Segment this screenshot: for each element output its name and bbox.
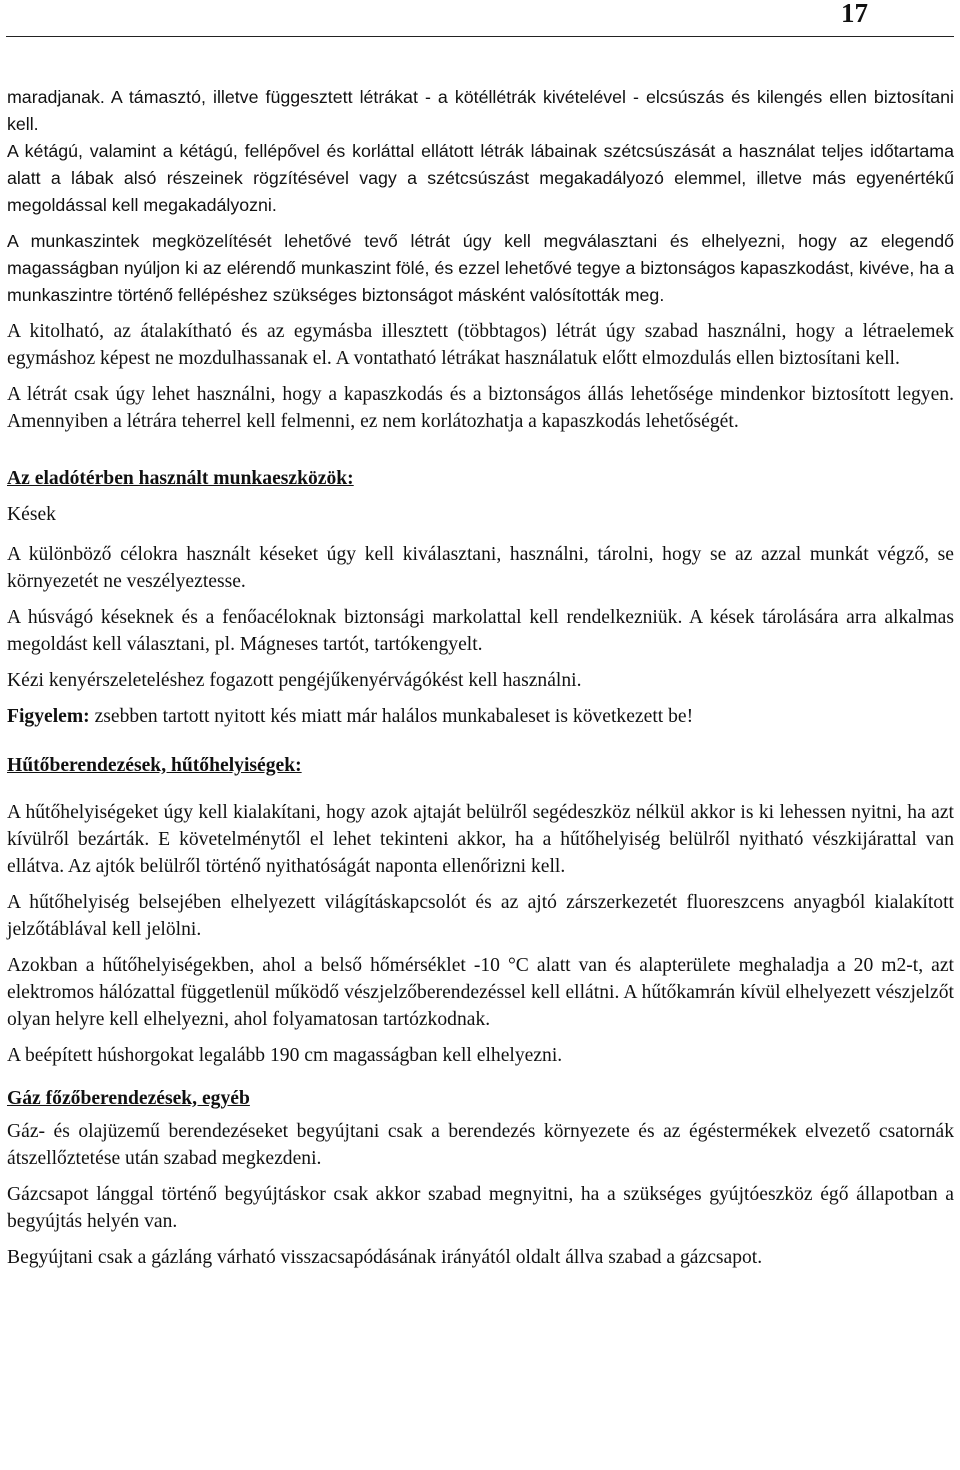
paragraph-knife-handles: A húsvágó késeknek és a fenőacéloknak biztonsági markolattal kell rendelkezniük. A kések tárolására arra alkalmas megoldást kell választani, pl. Mágneses tartót, tartókengyelt.	[7, 607, 954, 655]
paragraph-double-ladder: A kétágú, valamint a kétágú, fellépővel és korláttal ellátott létrák lábainak szétcsúszását a használat teljes időtartama alatt a lábak alsó részeinek rögzítésével vagy a szétcsúszást megakadályozó elemmel, illetve más egyenértékű megoldással kell megakadályozni.	[7, 141, 954, 215]
paragraph-gas-valve: Gázcsapot lánggal történő begyújtáskor csak akkor szabad megnyitni, ha a szükséges gyújtóeszköz égő állapotban a begyújtás helyén van.	[7, 1184, 954, 1232]
document-body	[7, 84, 954, 1271]
warning-label: Figyelem:	[7, 706, 90, 727]
page-number: 17	[841, 0, 868, 28]
header-divider	[6, 36, 954, 37]
paragraph-ladder-usage: A létrát csak úgy lehet használni, hogy a kapaszkodás és a biztonságos állás lehetősége mindenkor biztosított legyen. Amennyiben a létrára teherrel kell felmenni, ez nem korlátozhatja a kapaszkodás lehetőségét.	[7, 384, 954, 432]
paragraph-meat-hooks: A beépített húshorgokat legalább 190 cm magasságban kell elhelyezni.	[7, 1045, 563, 1066]
heading-cooling-equipment: Hűtőberendezések, hűtőhelyiségek:	[7, 755, 302, 776]
paragraph-extendable-ladder: A kitolható, az átalakítható és az egymásba illesztett (többtagos) létrát úgy szabad használni, hogy a létraelemek egymáshoz képest ne mozdulhassanak el. A vontatható létrákat használatuk előtt elmozdulás ellen biztosítani kell.	[7, 321, 954, 369]
paragraph-cold-room-doors: A hűtőhelyiségeket úgy kell kialakítani, hogy azok ajtaját belülről segédeszköz nélkül akkor is ki lehessen nyitni, ha azt kívülről bezárták. E követelménytől el lehet tekinteni akkor, ha a hűtőhelyiség belülről nyitható vészkijárattal van ellátva. Az ajtók belülről történő nyithatóságát naponta ellenőrizni kell.	[7, 802, 954, 877]
subheading-knives: Kések	[7, 504, 56, 525]
paragraph-warning	[7, 703, 954, 730]
paragraph-alarm-system: Azokban a hűtőhelyiségekben, ahol a belső hőmérséklet -10 °C alatt van és alapterülete meghaladja a 20 m2-t, azt elektromos hálózattal függetlenül működő vészjelzőberendezéssel kell ellátni. A hűtőkamrán kívül elhelyezett vészjelzőt olyan helyre kell elhelyezni, ahol folyamatosan tartózkodnak.	[7, 955, 954, 1030]
paragraph-bread-knife: Kézi kenyérszeleteléshez fogazott pengéjűkenyérvágókést kell használni.	[7, 670, 582, 691]
paragraph-ladder-access: A munkaszintek megközelítését lehetővé tevő létrát úgy kell megválasztani és elhelyezni, hogy az elegendő magasságban nyúljon ki az elérendő munkaszint fölé, és ezzel lehetővé tegye a biztonságos kapaszkodást, kivéve, ha a munkaszintre történő fellépéshez szükséges biztonságot másként valósították meg.	[7, 231, 954, 305]
heading-gas-cooking: Gáz főzőberendezések, egyéb	[7, 1088, 250, 1109]
heading-sales-area-tools: Az eladótérben használt munkaeszközök:	[7, 468, 354, 489]
paragraph-knife-selection: A különböző célokra használt késeket úgy kell kiválasztani, használni, tárolni, hogy se az azzal munkát végző, se környezetét ne veszélyeztesse.	[7, 544, 954, 592]
paragraph-gas-ventilation: Gáz- és olajüzemű berendezéseket begyújtani csak a berendezés környezete és az égéstermékek elvezető csatornák átszellőztetése után szabad megkezdeni.	[7, 1121, 954, 1169]
paragraph-ignition-position: Begyújtani csak a gázláng várható visszacsapódásának irányától oldalt állva szabad a gázcsapot.	[7, 1247, 763, 1268]
paragraph-ladder-securing: maradjanak. A támasztó, illetve függesztett létrákat - a kötéllétrák kivételével - elcsúszás és kilengés ellen biztosítani kell.	[7, 87, 954, 134]
warning-text: zsebben tartott nyitott kés miatt már halálos munkabaleset is következett be!	[89, 706, 694, 727]
paragraph-light-switch: A hűtőhelyiség belsejében elhelyezett világításkapcsolót és az ajtó zárszerkezetét fluoreszcens anyagból kialakított jelzőtáblával kell jelölni.	[7, 892, 954, 940]
